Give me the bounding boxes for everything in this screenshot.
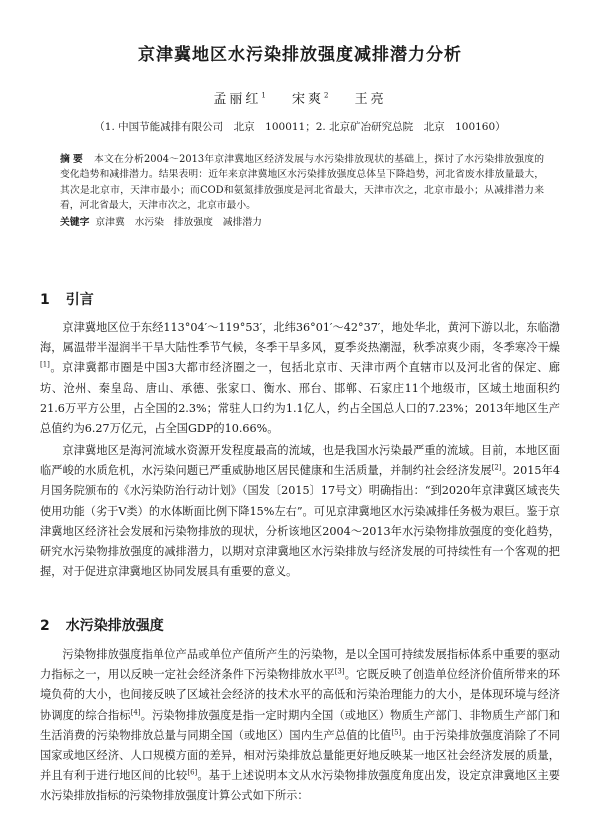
section-number: 2	[40, 618, 50, 634]
citation: [3]	[334, 667, 345, 676]
section-title: 引言	[65, 292, 94, 308]
keywords	[60, 215, 544, 230]
author-list	[40, 88, 560, 107]
section2-paragraph-1: 污染物排放强度指单位产品或单位产值所产生的污染物，是以全国可持续发展指标体系中重要的驱动力指标之一，用以反映一定社会经济条件下污染物排放水平[3]。它既反映了创造单位经济价值所带来的环境负荷的大小，也间接反映了区域社会经济的技术水平的高低和污染治理能力的大小，是体现环境与经济协调度的综合指标[4]。污染物排放强度是指一定时期内全国（或地区）物质生产部门、非物质生产部门和生活消费的污染物排放总量与同期全国（或地区）国内生产总值的比值[5]。由于污染排放强度消除了不同国家或地区经济、人口规模方面的差异，相对污染排放总量能更好地反映某一地区社会经济发展的质量，并且有利于进行地区间的比较[6]。基于上述说明本文从水污染物排放强度角度出发，设定京津冀地区主要水污染排放指标的污染物排放强度计算公式如下所示：	[40, 648, 560, 803]
citation: [6]	[187, 768, 198, 777]
intro-paragraph-1: 京津冀地区位于东经113°04′～119°53′，北纬36°01′～42°37′，地处华北，黄河下游以北，东临渤海，属温带半湿润半干旱大陆性季节气候，冬季干旱多风，夏季炎热潮湿，秋季凉爽少雨，冬季寒冷干燥[1]。京津冀都市圈是中国3大都市经济圈之一，包括北京市、天津市两个直辖市以及河北省的保定、廊坊、沧州、秦皇岛、唐山、承德、张家口、衡水、邢台、邯郸、石家庄11个地级市，区域土地面积约21.6万平方公里，占全国的2.3%；常驻人口约为1.1亿人，约占全国总人口的7.23%；2013年地区生产总值约为6.27万亿元，占全国GDP的10.66%。	[40, 321, 560, 436]
keywords-text: 京津冀 水污染 排放强度 减排潜力	[95, 217, 262, 228]
abstract-label: 摘要	[60, 154, 86, 165]
author: 王亮	[354, 92, 387, 107]
citation: [4]	[130, 707, 141, 716]
intro-paragraph-2: 京津冀地区是海河流域水资源开发程度最高的流域，也是我国水污染最严重的流域。目前，本地区面临严峻的水质危机，水污染问题已严重威胁地区居民健康和生活质量，并制约社会经济发展[2]。2015年4月国务院颁布的《水污染防治行动计划》（国发〔2015〕17号文）明确指出：“到2020年京津冀区域丧失使用功能（劣于V类）的水体断面比例下降15%左右”。可见京津冀地区水污染减排任务极为艰巨。鉴于京津冀地区经济社会发展和污染物排放的现状，分析该地区2004～2013年水污染物排放强度的变化趋势，研究水污染物排放强度的减排潜力，以期对京津冀地区水污染排放与经济发展的可持续性有一个客观的把握，对于促进京津冀地区协同发展具有重要的意义。	[40, 444, 560, 579]
section-number: 1	[40, 292, 50, 308]
affiliations: （1. 中国节能减排有限公司 北京 100011；2. 北京矿冶研究总院 北京 100160）	[94, 121, 506, 133]
paper-title: 京津冀地区水污染排放强度减排潜力分析	[138, 45, 462, 65]
abstract-text: 本文在分析2004～2013年京津冀地区经济发展与水污染排放现状的基础上，探讨了水污染排放强度的变化趋势和减排潜力。结果表明：近年来京津冀地区水污染排放强度总体呈下降趋势，河北省废水排放量最大，其次是北京市，天津市最小；而COD和氨氮排放强度是河北省最大，天津市次之，北京市最小；从减排潜力来看，河北省最大，天津市次之，北京市最小。	[60, 154, 544, 211]
author: 孟丽红$^1$	[213, 91, 269, 107]
citation: [1]	[40, 360, 50, 369]
section-title: 水污染排放强度	[65, 618, 164, 634]
citation: [2]	[491, 463, 502, 472]
section-heading-intro	[40, 289, 94, 309]
author: 宋爽$^2$	[291, 91, 332, 107]
citation: [5]	[391, 728, 402, 737]
abstract	[60, 152, 544, 213]
section-heading-emission-intensity	[40, 615, 164, 635]
keywords-label: 关键字	[60, 217, 90, 228]
